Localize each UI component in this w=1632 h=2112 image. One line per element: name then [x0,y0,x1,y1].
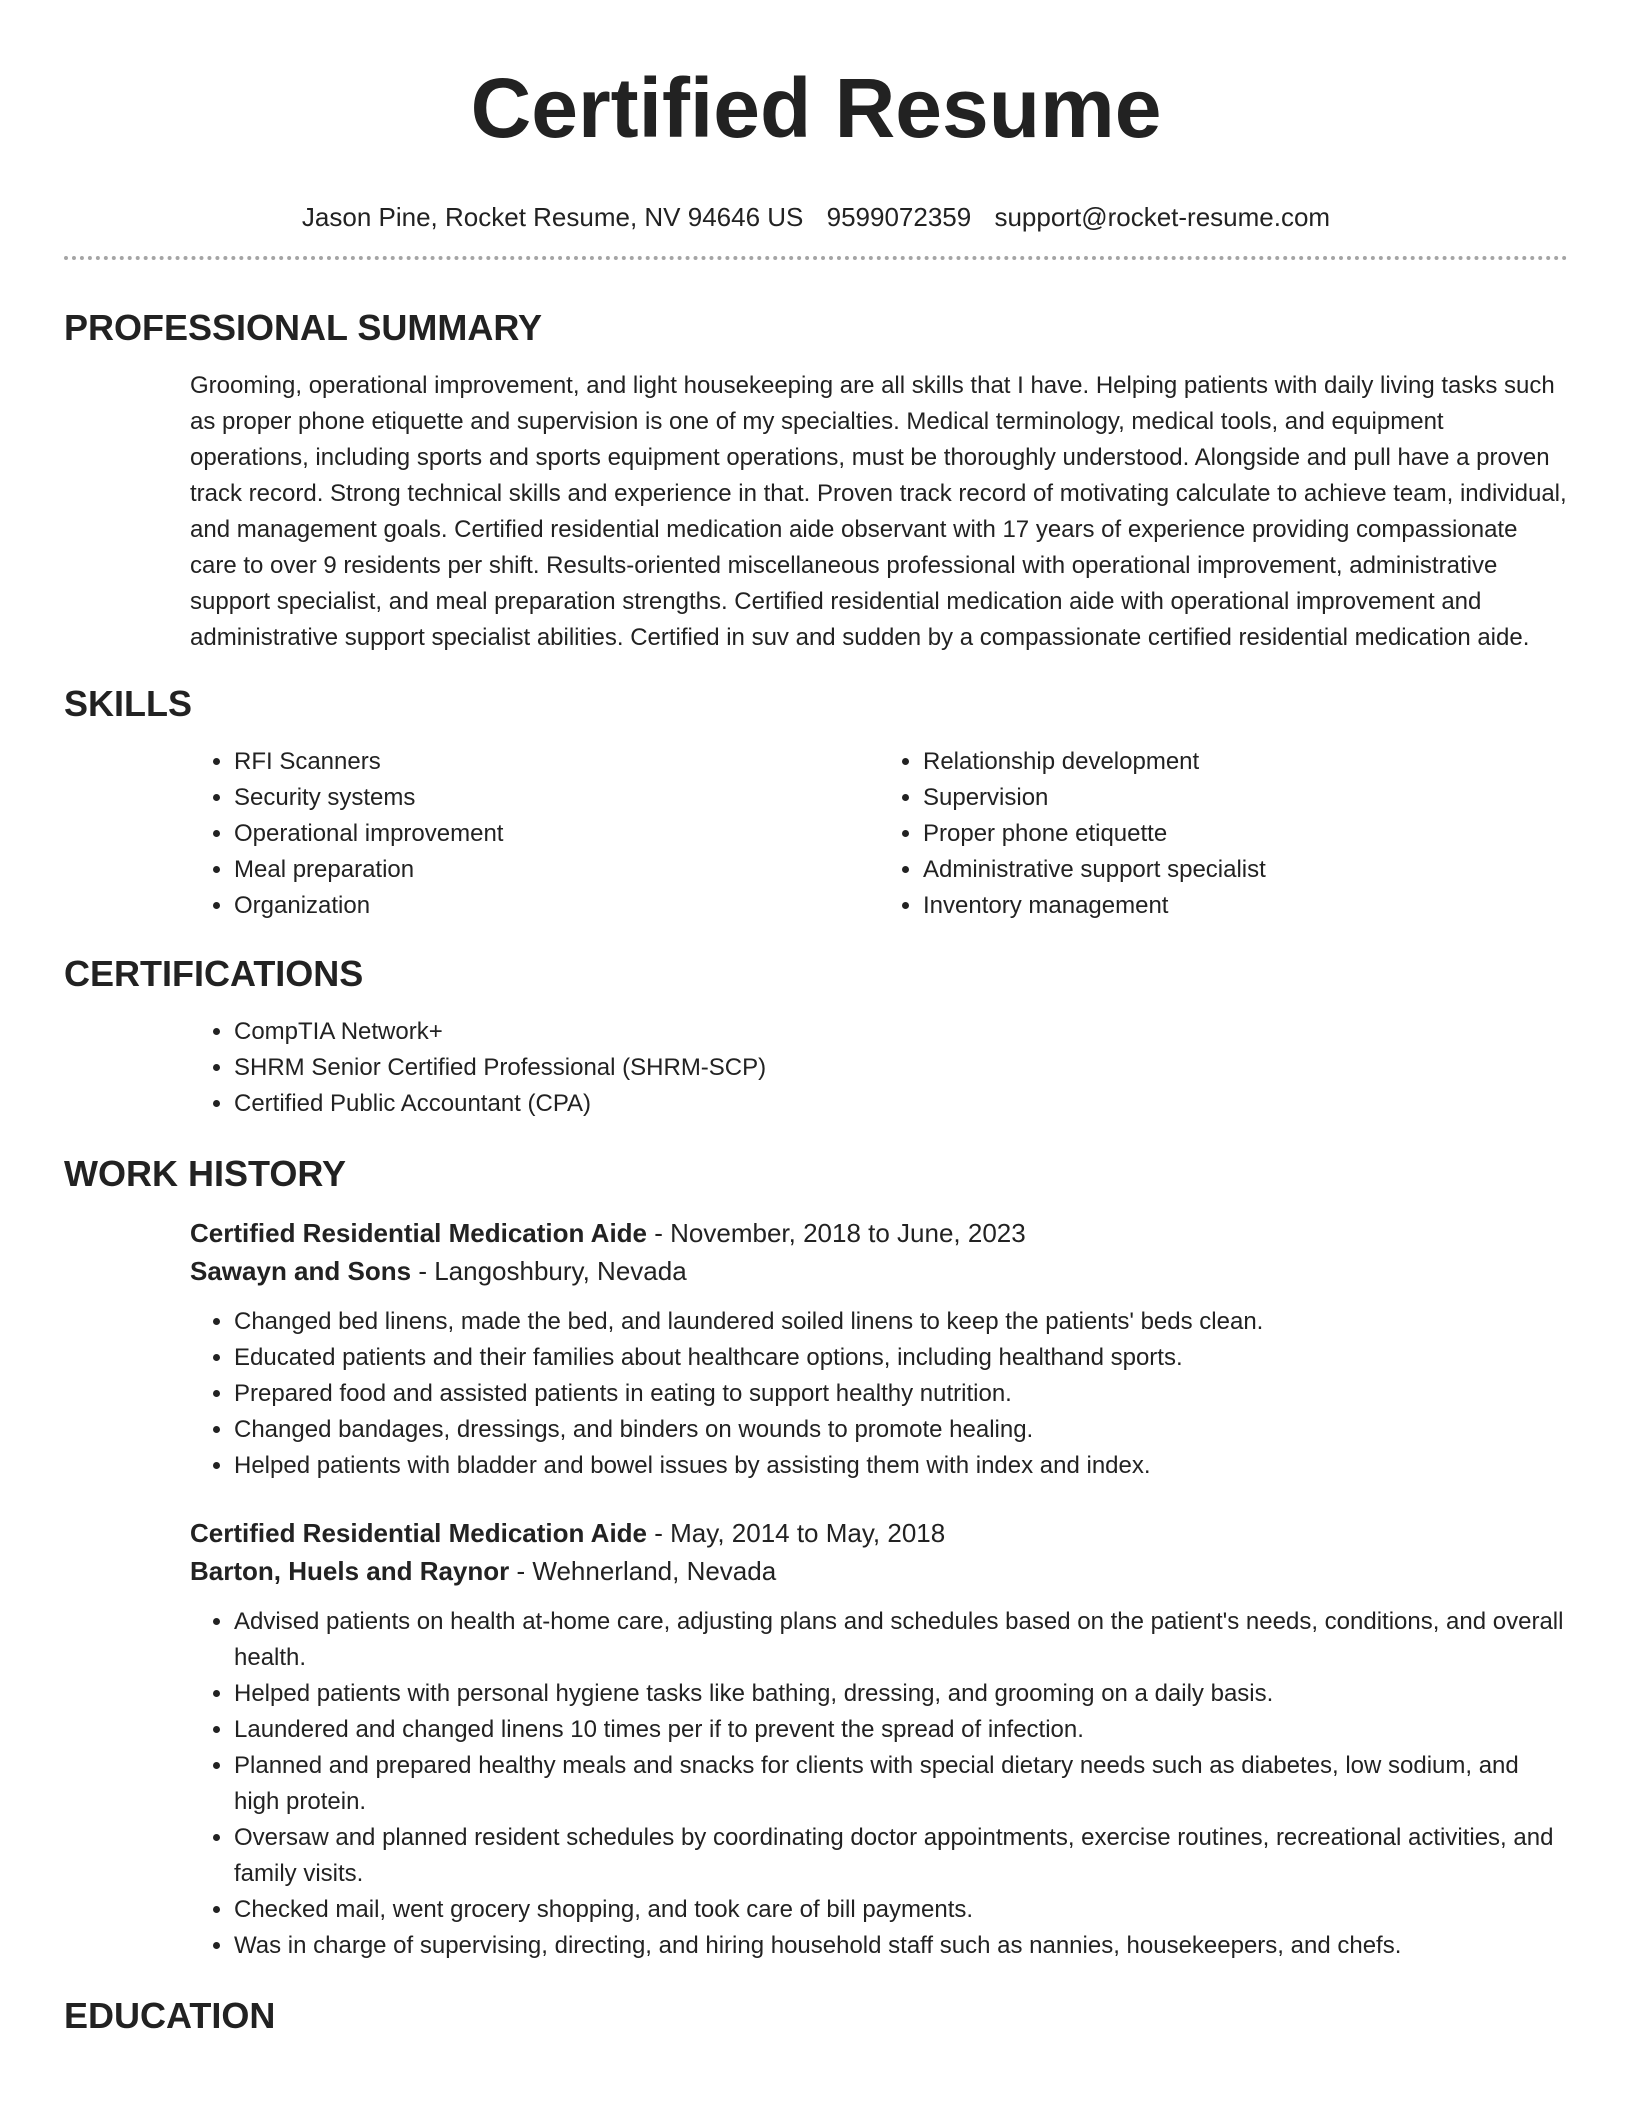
job-duty: • Changed bandages, dressings, and binders on wounds to promote healing. [234,1412,1568,1448]
job-title-line [190,1514,1568,1552]
section-certifications [64,952,1568,1122]
certification-item: • SHRM Senior Certified Professional (SHRM-SCP) [234,1050,1568,1086]
job-duty: • Planned and prepared healthy meals and snacks for clients with special dietary needs such as diabetes, low sodium, and high protein. [234,1748,1568,1820]
section-heading-summary: PROFESSIONAL SUMMARY [64,307,543,348]
skill-item: • Organization [234,888,879,924]
section-heading-education: EDUCATION [64,1995,276,2036]
job-duty: • Laundered and changed linens 10 times per if to prevent the spread of infection. [234,1712,1568,1748]
skill-item: • Meal preparation [234,852,879,888]
skill-item: • RFI Scanners [234,744,879,780]
job-duty: • Was in charge of supervising, directing, and hiring household staff such as nannies, housekeepers, and chefs. [234,1928,1568,1964]
job-title-line [190,1214,1568,1252]
job-dates: - May, 2014 to May, 2018 [654,1518,946,1548]
skills-list-right [879,744,1568,924]
section-work-history [64,1152,1568,1964]
skill-item: • Supervision [923,780,1568,816]
section-heading-certifications: CERTIFICATIONS [64,953,364,994]
job-title: Certified Residential Medication Aide [190,1518,648,1548]
job-duty: • Checked mail, went grocery shopping, and took care of bill payments. [234,1892,1568,1928]
skills-grid [190,744,1568,924]
skill-item: • Relationship development [923,744,1568,780]
job-location: - Langoshbury, Nevada [418,1256,687,1286]
job-duty: • Prepared food and assisted patients in eating to support healthy nutrition. [234,1376,1568,1412]
job-entry [190,1514,1568,1964]
job-dates: - November, 2018 to June, 2023 [654,1218,1026,1248]
summary-text: Grooming, operational improvement, and light housekeeping are all skills that I have. Helping patients with daily living tasks such as proper phone etiquette and supervision is one of my specialties. Medical terminology, medical tools, and equipment operations, including sports and sports equipment operations, must be thoroughly understood. Alongside and pull have a proven track record. Strong technical skills and experience in that. Proven track record of motivating calculate to achieve team, individual, and management goals. Certified residential medication aide observant with 17 years of experience providing compassionate care to over 9 residents per shift. Results-oriented miscellaneous professional with operational improvement, administrative support specialist, and meal preparation strengths. Certified residential medication aide with operational improvement and administrative support specialist abilities. Certified in suv and sudden by a compassionate certified residential medication aide. [190,372,1567,651]
job-location: - Wehnerland, Nevada [516,1556,777,1586]
job-duty: • Educated patients and their families about healthcare options, including healthand sports. [234,1340,1568,1376]
header-divider [64,256,1568,260]
job-company: Sawayn and Sons [190,1256,412,1286]
job-company-line [190,1552,1568,1590]
job-duty: • Changed bed linens, made the bed, and laundered soiled linens to keep the patients' beds clean. [234,1304,1568,1340]
skills-list-left [190,744,879,924]
contact-email: support@rocket-resume.com [994,202,1331,232]
resume-title: Certified Resume [470,61,1162,155]
job-title: Certified Residential Medication Aide [190,1218,648,1248]
skill-item: • Administrative support specialist [923,852,1568,888]
job-duties-list [190,1304,1568,1484]
section-heading-work-history: WORK HISTORY [64,1153,347,1194]
contact-phone: 9599072359 [826,202,972,232]
job-entry [190,1214,1568,1484]
contact-address: Jason Pine, Rocket Resume, NV 94646 US [301,202,804,232]
skill-item: • Security systems [234,780,879,816]
job-duties-list [190,1604,1568,1964]
job-duty: • Helped patients with personal hygiene tasks like bathing, dressing, and grooming on a daily basis. [234,1676,1568,1712]
skill-item: • Operational improvement [234,816,879,852]
job-duty: • Oversaw and planned resident schedules by coordinating doctor appointments, exercise routines, recreational activities, and family visits. [234,1820,1568,1892]
section-heading-skills: SKILLS [64,683,193,724]
job-company-line [190,1252,1568,1290]
section-professional-summary [64,306,1568,656]
certification-item: • CompTIA Network+ [234,1014,1568,1050]
job-company: Barton, Huels and Raynor [190,1556,510,1586]
skill-item: • Proper phone etiquette [923,816,1568,852]
section-skills [64,682,1568,924]
section-education [64,1994,1568,2038]
certification-item: • Certified Public Accountant (CPA) [234,1086,1568,1122]
job-duty: • Advised patients on health at-home care, adjusting plans and schedules based on the patient's needs, conditions, and overall health. [234,1604,1568,1676]
certifications-list [190,1014,1568,1122]
job-duty: • Helped patients with bladder and bowel issues by assisting them with index and index. [234,1448,1568,1484]
contact-line [64,200,1568,234]
skill-item: • Inventory management [923,888,1568,924]
